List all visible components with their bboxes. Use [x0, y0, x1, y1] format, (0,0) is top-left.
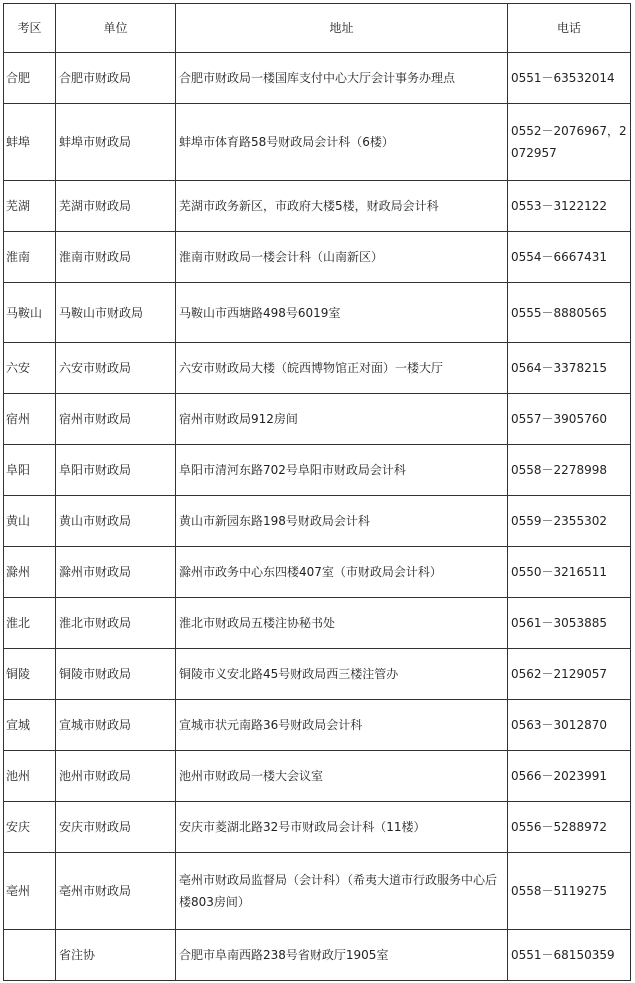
cell-region: 安庆: [4, 802, 56, 853]
cell-unit: 亳州市财政局: [56, 853, 176, 930]
table-row: [4, 649, 631, 700]
table-row: [4, 394, 631, 445]
cell-unit: 蚌埠市财政局: [56, 104, 176, 181]
cell-phone: 0550－3216511: [508, 547, 631, 598]
cell-address: 合肥市财政局一楼国库支付中心大厅会计事务办理点: [176, 53, 508, 104]
table-row: [4, 181, 631, 232]
table-row: [4, 53, 631, 104]
cell-address: 黄山市新园东路198号财政局会计科: [176, 496, 508, 547]
cell-unit: 省注协: [56, 930, 176, 981]
cell-unit: 安庆市财政局: [56, 802, 176, 853]
cell-unit: 铜陵市财政局: [56, 649, 176, 700]
table-row: [4, 232, 631, 283]
col-header-phone: 电话: [508, 4, 631, 53]
cell-address: 蚌埠市体育路58号财政局会计科（6楼）: [176, 104, 508, 181]
table-row: [4, 598, 631, 649]
col-header-address: 地址: [176, 4, 508, 53]
table-row: [4, 802, 631, 853]
cell-region: 黄山: [4, 496, 56, 547]
cell-unit: 淮北市财政局: [56, 598, 176, 649]
cell-unit: 黄山市财政局: [56, 496, 176, 547]
cell-phone: 0561－3053885: [508, 598, 631, 649]
cell-address: 宣城市状元南路36号财政局会计科: [176, 700, 508, 751]
cell-region: [4, 930, 56, 981]
cell-address: 淮北市财政局五楼注协秘书处: [176, 598, 508, 649]
cell-region: 亳州: [4, 853, 56, 930]
cell-unit: 芜湖市财政局: [56, 181, 176, 232]
table-row: [4, 547, 631, 598]
cell-unit: 合肥市财政局: [56, 53, 176, 104]
cell-phone: 0556－5288972: [508, 802, 631, 853]
cell-unit: 宿州市财政局: [56, 394, 176, 445]
cell-unit: 六安市财政局: [56, 343, 176, 394]
cell-address: 池州市财政局一楼大会议室: [176, 751, 508, 802]
cell-phone: 0557－3905760: [508, 394, 631, 445]
cell-region: 滁州: [4, 547, 56, 598]
cell-phone: 0562－2129057: [508, 649, 631, 700]
cell-address: 六安市财政局大楼（皖西博物馆正对面）一楼大厅: [176, 343, 508, 394]
table-body: [4, 53, 631, 981]
cell-region: 马鞍山: [4, 283, 56, 343]
cell-address: 滁州市政务中心东四楼407室（市财政局会计科）: [176, 547, 508, 598]
table-row: [4, 751, 631, 802]
cell-phone: 0552－2076967，2072957: [508, 104, 631, 181]
table-row: [4, 853, 631, 930]
cell-region: 六安: [4, 343, 56, 394]
cell-region: 蚌埠: [4, 104, 56, 181]
cell-phone: 0551－63532014: [508, 53, 631, 104]
table-row: [4, 930, 631, 981]
col-header-unit: 单位: [56, 4, 176, 53]
cell-region: 芜湖: [4, 181, 56, 232]
cell-phone: 0558－2278998: [508, 445, 631, 496]
cell-region: 宿州: [4, 394, 56, 445]
header-row: [4, 4, 631, 53]
cell-unit: 池州市财政局: [56, 751, 176, 802]
cell-address: 阜阳市清河东路702号阜阳市财政局会计科: [176, 445, 508, 496]
cell-phone: 0564－3378215: [508, 343, 631, 394]
cell-address: 安庆市菱湖北路32号市财政局会计科（11楼）: [176, 802, 508, 853]
cell-unit: 滁州市财政局: [56, 547, 176, 598]
cell-phone: 0551－68150359: [508, 930, 631, 981]
cell-region: 淮南: [4, 232, 56, 283]
cell-address: 芜湖市政务新区，市政府大楼5楼，财政局会计科: [176, 181, 508, 232]
table-row: [4, 283, 631, 343]
table-row: [4, 104, 631, 181]
cell-address: 铜陵市义安北路45号财政局西三楼注管办: [176, 649, 508, 700]
cell-phone: 0553－3122122: [508, 181, 631, 232]
cell-region: 池州: [4, 751, 56, 802]
cell-phone: 0566－2023991: [508, 751, 631, 802]
table-row: [4, 700, 631, 751]
cell-address: 亳州市财政局监督局（会计科）（希夷大道市行政服务中心后楼803房间）: [176, 853, 508, 930]
cell-unit: 阜阳市财政局: [56, 445, 176, 496]
cell-phone: 0563－3012870: [508, 700, 631, 751]
cell-unit: 淮南市财政局: [56, 232, 176, 283]
cell-region: 合肥: [4, 53, 56, 104]
cell-region: 铜陵: [4, 649, 56, 700]
table-row: [4, 445, 631, 496]
col-header-region: 考区: [4, 4, 56, 53]
cell-address: 马鞍山市西塘路498号6019室: [176, 283, 508, 343]
cell-unit: 马鞍山市财政局: [56, 283, 176, 343]
cell-phone: 0554－6667431: [508, 232, 631, 283]
cell-phone: 0558－5119275: [508, 853, 631, 930]
table-row: [4, 496, 631, 547]
cell-region: 宣城: [4, 700, 56, 751]
table-row: [4, 343, 631, 394]
cell-address: 合肥市阜南西路238号省财政厅1905室: [176, 930, 508, 981]
cell-unit: 宣城市财政局: [56, 700, 176, 751]
exam-office-table: [3, 3, 631, 981]
cell-address: 淮南市财政局一楼会计科（山南新区）: [176, 232, 508, 283]
cell-phone: 0559－2355302: [508, 496, 631, 547]
cell-address: 宿州市财政局912房间: [176, 394, 508, 445]
cell-region: 阜阳: [4, 445, 56, 496]
cell-region: 淮北: [4, 598, 56, 649]
cell-phone: 0555－8880565: [508, 283, 631, 343]
